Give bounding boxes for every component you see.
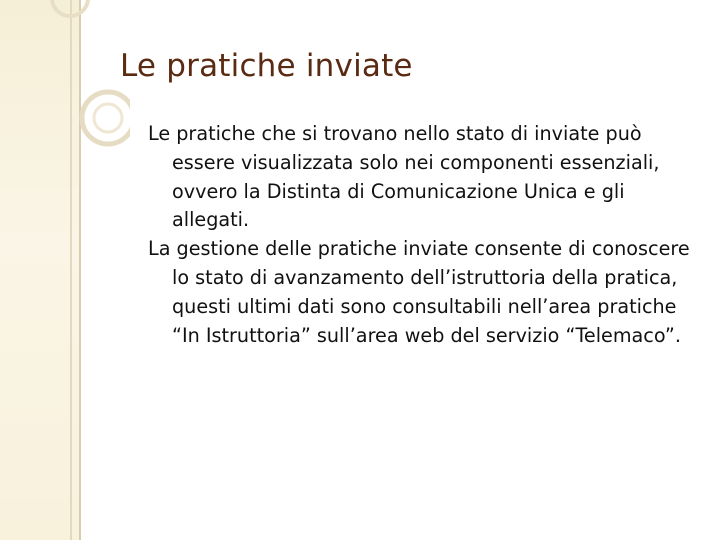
slide-title: Le pratiche inviate xyxy=(120,48,413,84)
paragraph-1: Le pratiche che si trovano nello stato di inviate può essere visualizzata solo nei componenti essenziali, ovvero la Distinta di Comunicazione Unica e gli allegati. xyxy=(148,122,660,232)
paragraph-2: La gestione delle pratiche inviate consente di conoscere lo stato di avanzamento dell’istruttoria della pratica, questi ultimi dati sono consultabili nell’area pratiche “In Istruttoria” sull’area web del servizio “Telemaco”. xyxy=(148,237,690,347)
decorative-rings-icon xyxy=(0,0,130,190)
slide-body xyxy=(148,120,696,350)
